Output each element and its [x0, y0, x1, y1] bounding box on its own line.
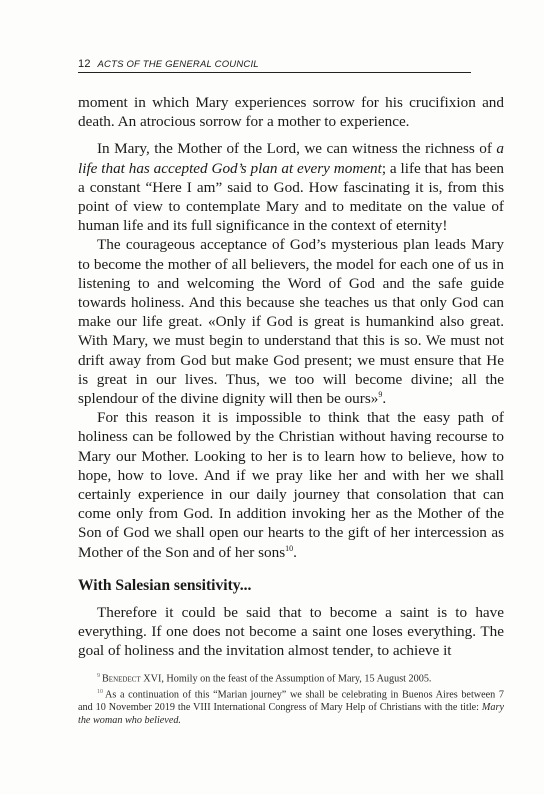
footnote-ref-9[interactable]: 9 [378, 389, 383, 399]
paragraph-4: For this reason it is impossible to think that the easy path of holiness can be followed by the Christian without having recourse to Mary our Mother. Looking to her is to learn how to believe, how to hope, how to love. And if we pray like her and with her we shall certainly experience in our daily journey that consolation that can come only from God. In addition invoking her as the Mother of the Son of God we shall open our hearts to the gift of her intercession as Mother of the Son and of her sons$^{10}$. [78, 409, 504, 561]
paragraph-3: The courageous acceptance of God’s mysterious plan leads Mary to become the mother of all believers, the model for each one of us in listening to and welcoming the Word of God and the safe guide towards holiness. And this because she teaches us that only God can make our life great. «Only if God is great is humankind also great. With Mary, we must begin to understand that this is so. We must not drift away from God but make God present; we must ensure that He is great in our lives. Thus, we too will become divine; all the splendour of the divine dignity will then be ours»$^9$. [78, 236, 504, 408]
footnote-author: Benedect [102, 673, 141, 685]
main-text [78, 93, 504, 661]
paragraph-3-text: The courageous acceptance of God’s mysterious plan leads Mary to become the mother of all believers, the model for each one of us in listening to and welcoming the Word of God and the safe guide towards holiness. And this because she teaches us that only God can make our life great. «Only if God is great is humankind also great. With Mary, we must begin to understand that this is so. We must not drift away from God but make God present; we must ensure that He is great in our lives. Thus, we too will become divine; all the splendour of the divine dignity will then be ours» [78, 236, 504, 408]
footnote-text: XVI, Homily on the feast of the Assumption of Mary, 15 August 2005. [140, 673, 432, 685]
paragraph-5: Therefore it could be said that to become a saint is to have everything. If one does not become a saint one loses everything. The goal of holiness and the invitation almost tender, to achieve it [78, 604, 504, 660]
footnote-10 [78, 686, 504, 727]
paragraph-2-end: ; a life that has been a constant “Here I am” said to God. How fascinating it is, from this point of view to contemplate Mary and to meditate on the value of human life and its full significance in the context of eternity! [78, 159, 504, 235]
paragraph-2 [78, 139, 504, 235]
paragraph-4-text: For this reason it is impossible to think that the easy path of holiness can be followed by the Christian without having recourse to Mary our Mother. Looking to her is to learn how to believe, how to hope, how to love. And if we pray like her and with her we shall certainly experience in our daily journey that consolation that can come only from God. In addition invoking her as the Mother of the Son of God we shall open our hearts to the gift of her intercession as Mother of the Son and of her sons [78, 409, 504, 561]
footnote-italic-title: Mary the woman who believed. [78, 701, 504, 726]
running-header [78, 58, 471, 70]
section-heading: With Salesian sensitivity... [78, 576, 252, 594]
footnote-mark: 9 [97, 673, 100, 679]
running-title: ACTS OF THE GENERAL COUNCIL [97, 59, 259, 70]
footnote-9 [78, 670, 504, 686]
page-number: 12 [78, 58, 91, 70]
footnote-mark: 10 [97, 688, 103, 695]
paragraph-2-start: In Mary, the Mother of the Lord, we can witness the richness of [97, 140, 497, 158]
paragraph-1: moment in which Mary experiences sorrow for his crucifixion and death. An atrocious sorrow for a mother to experience. [78, 94, 504, 131]
footnote-ref-10[interactable]: 10 [285, 543, 294, 553]
header-rule [78, 72, 471, 73]
footnote-text: As a continuation of this “Marian journey” we shall be celebrating in Buenos Aires between 7 and 10 November 2019 the VIII International Congress of Mary Help of Christians with the title: [78, 689, 504, 713]
paragraph-2-emphasis: a life that has accepted God’s plan at every moment [78, 140, 504, 177]
footnotes [78, 670, 504, 727]
